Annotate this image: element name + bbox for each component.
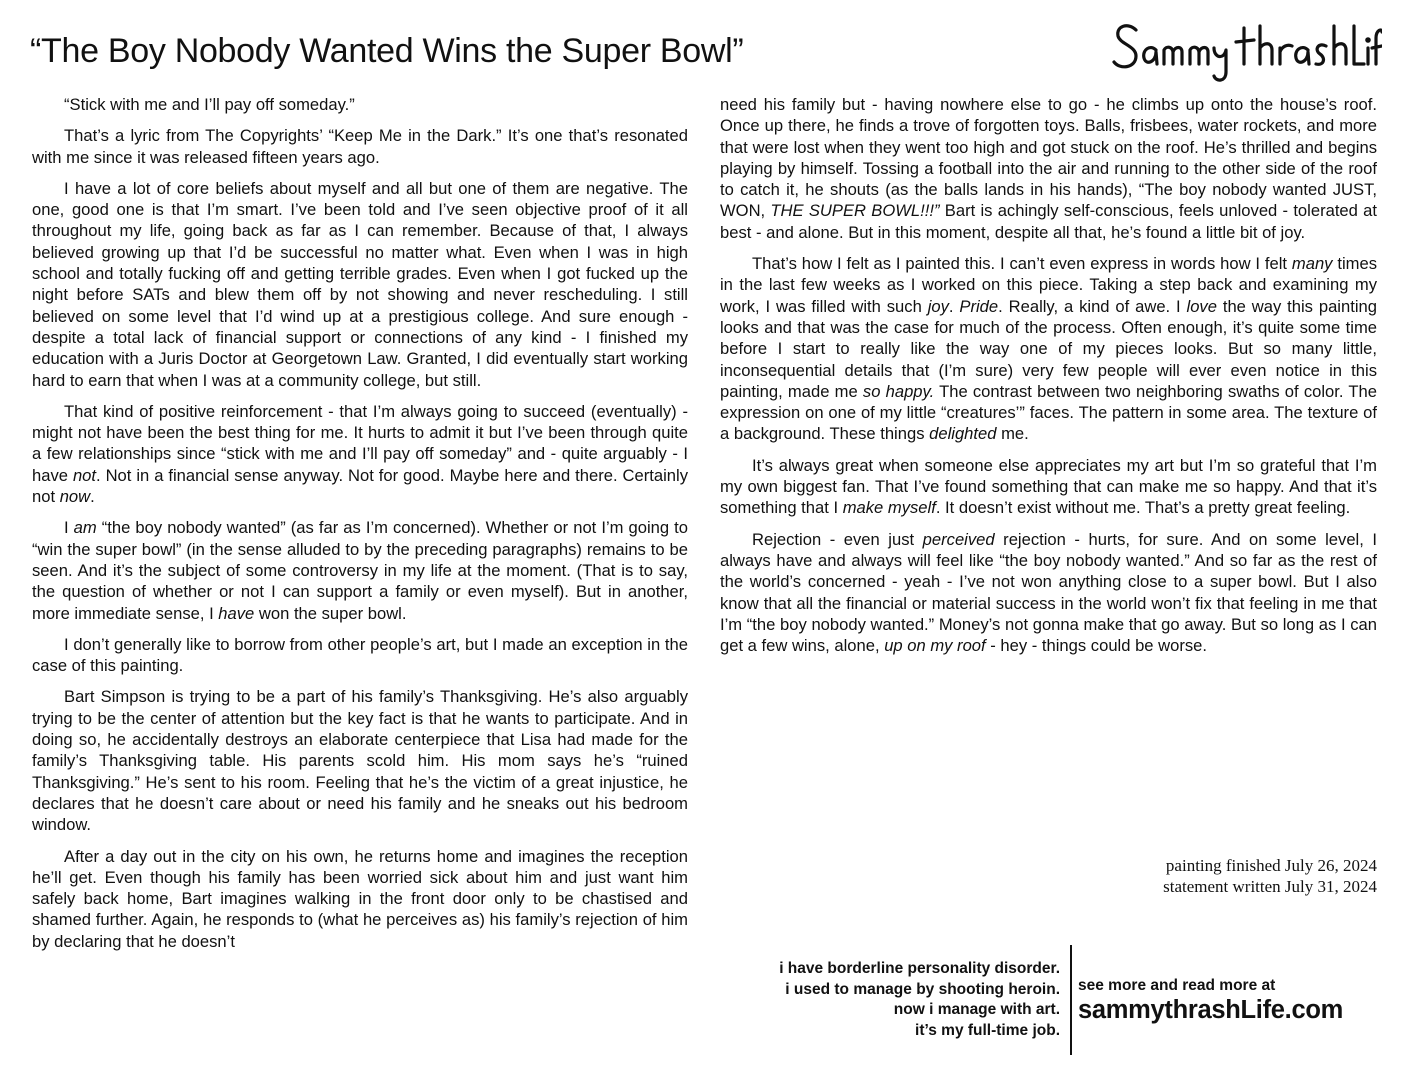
see-more-text: see more and read more at (1078, 977, 1276, 994)
paragraph: After a day out in the city on his own, he returns home and imagines the reception he’ll get. Even though his family has been worried sick about him and just want him safely back home, Bart imagines walking in the front door only to be chastised and shamed further. Again, he responds to (what he perceives as) his family’s rejection of him by declaring that he doesn’t (32, 846, 688, 951)
paragraph: Rejection - even just perceived rejection - hurts, for sure. And on some level, I always have and always will feel like “the boy nobody wanted.” And so far as the rest of the world’s concerned - yeah - I’ve not won anything close to a super bowl. But I also know that all the financial or material success in the world won’t fix that feeling in me that I’m “the boy nobody wanted.” Money’s not gonna make that go away. But so long as I can get a few wins, alone, up on my roof - hey - things could be worse. (720, 529, 1377, 656)
statement-written-date: statement written July 31, 2024 (1163, 877, 1377, 896)
footer-disclosure (700, 959, 1060, 1041)
paragraph: I don’t generally like to borrow from other people’s art, but I made an exception in the case of this painting. (32, 634, 688, 676)
right-text-column (720, 94, 1377, 666)
painting-finished-date: painting finished July 26, 2024 (1165, 856, 1377, 875)
page-title: “The Boy Nobody Wanted Wins the Super Bowl” (30, 32, 744, 70)
paragraph: Bart Simpson is trying to be a part of his family’s Thanksgiving. He’s also arguably trying to be the center of attention but the key fact is that he wants to participate. And in doing so, he accidentally destroys an elaborate centerpiece that Lisa had made for the family’s Thanksgiving table. His parents scold him. His mom says he’s “ruined Thanksgiving.” He’s sent to his room. Feeling that he’s the victim of a great injustice, he declares that he doesn’t care about or need his family and he sneaks out his bedroom window. (32, 687, 688, 835)
paragraph: I have a lot of core beliefs about myself and all but one of them are negative. The one, good one is that I’m smart. I’ve been told and I’ve seen objective proof of it all throughout my life, going back as far as I can remember. Because of that, I always believed growing up that I’d be successful no matter what. Even when I was in high school and totally fucking off and getting terrible grades. Even when I got fucked up the night before SATs and blew them off by not showing and never rescheduling. I still believed on some level that I’d wind up at a prestigious college. And sure enough - despite a total lack of financial support or connections of any kind - I finished my education with a Juris Doctor at Georgetown Law. Granted, I did eventually start working hard to earn that when I was at a community college, but still. (32, 178, 688, 390)
dates-block (1163, 855, 1377, 897)
footer-line: it’s my full-time job. (915, 1021, 1060, 1039)
paragraph: It’s always great when someone else appreciates my art but I’m so grateful that I’m my own biggest fan. That I’ve found something that can make me so happy. And that it’s something that I make myself. It doesn’t exist without me. That’s a pretty great feeling. (720, 455, 1377, 518)
paragraph: need his family but - having nowhere else to go - he climbs up onto the house’s roof. Once up there, he finds a trove of forgotten toys. Balls, frisbees, water rockets, and more that were lost when they went too high and got stuck on the roof. He’s thrilled and begins playing by himself. Tossing a football into the air and running to the other side of the roof to catch it, he shouts (as the balls lands in his hands), “The boy nobody wanted JUST, WON, THE SUPER BOWL!!!” Bart is achingly self-conscious, feels unloved - tolerated at best - and alone. But in this moment, despite all that, he’s found a little bit of joy. (720, 95, 1377, 242)
footer-line: now i manage with art. (893, 1001, 1060, 1018)
sammy-thrashlife-logo (1110, 14, 1382, 88)
paragraph: That kind of positive reinforcement - that I’m always going to succeed (eventually) - might not have been the best thing for me. It hurts to admit it but I’ve been through quite a few relationships since “stick with me and I’ll pay off someday” and - quite arguably - I have not. Not in a financial sense anyway. Not for good. Maybe here and there. Certainly not now. (32, 401, 689, 507)
footer-website (1078, 976, 1343, 1025)
paragraph: I am “the boy nobody wanted” (as far as I’m concerned). Whether or not I’m going to “win the super bowl” (in the sense alluded to by the preceding paragraphs) remains to be seen. And it’s the subject of some controversy in my life at the moment. (That is to say, the question of whether or not I can support a family or even myself). But in another, more immediate sense, I have won the super bowl. (32, 518, 688, 623)
left-text-column (32, 94, 688, 962)
footer-divider (1070, 945, 1072, 1055)
footer-line: i have borderline personality disorder. (779, 960, 1060, 977)
paragraph: That’s how I felt as I painted this. I can’t even express in words how I felt many times in the last few weeks as I worked on this piece. Taking a step back and examining my work, I was filled with such joy. Pride. Really, a kind of awe. I love the way this painting looks and that was the case for much of the process. Often enough, it’s quite some time before I start to really like the way one of my pieces looks. But so many little, inconsequential details that (I’m sure) very few people will ever even notice in this painting, made me so happy. The contrast between two neighboring swaths of color. The expression on one of my little “creatures’” faces. The pattern in some area. The texture of a background. These things delighted me. (720, 254, 1377, 444)
website-link[interactable]: sammythrashLife.com (1078, 996, 1343, 1024)
paragraph: “Stick with me and I’ll pay off someday.” (64, 95, 355, 114)
paragraph: That’s a lyric from The Copyrights’ “Keep Me in the Dark.” It’s one that’s resonated with me since it was released fifteen years ago. (32, 126, 688, 167)
footer-line: i used to manage by shooting heroin. (785, 980, 1060, 998)
